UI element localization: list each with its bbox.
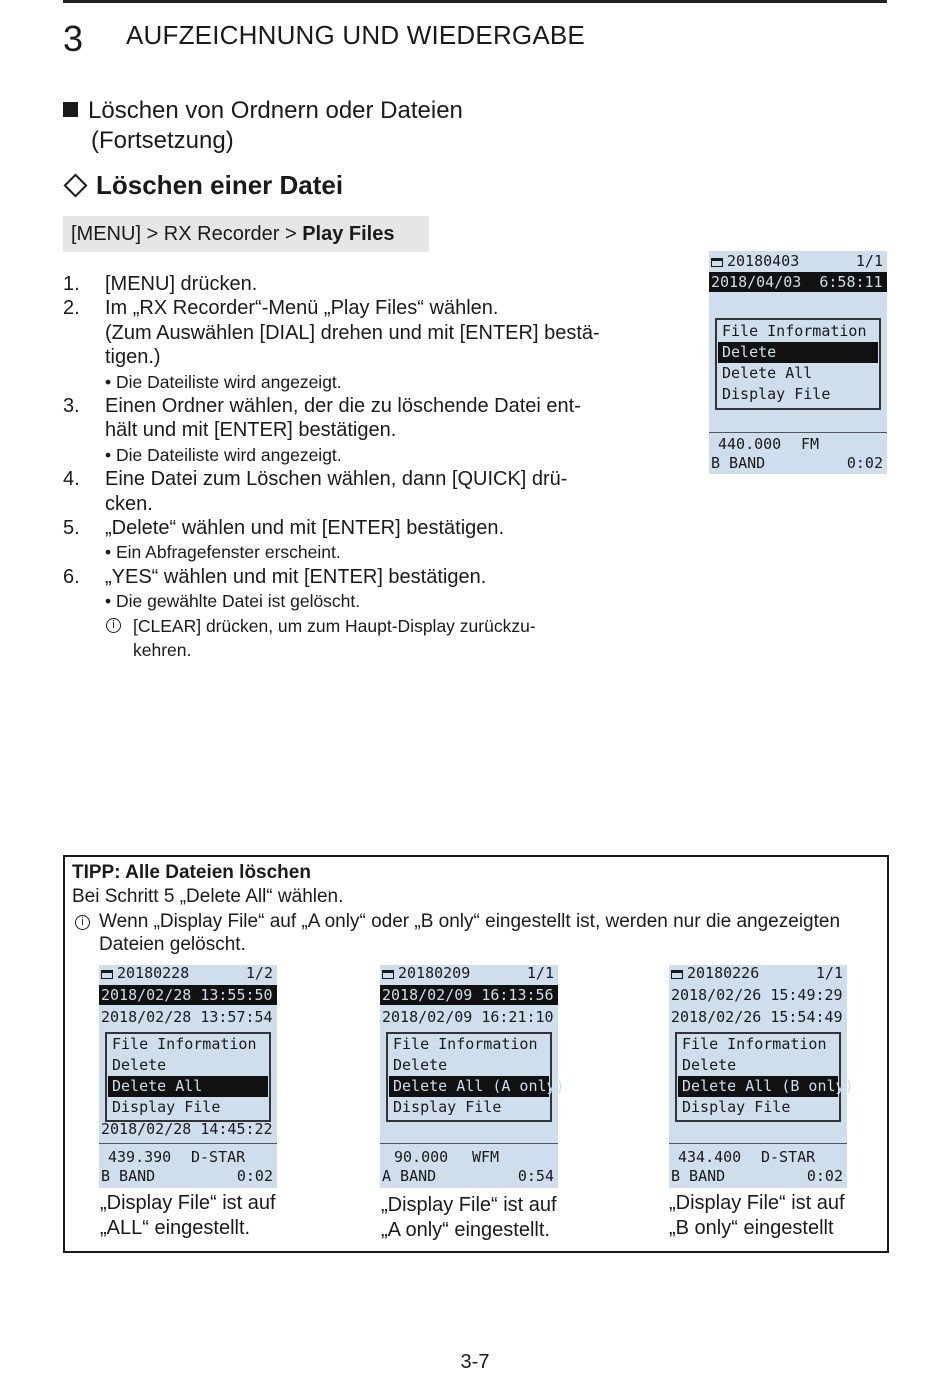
step-text: Eine Datei zum Löschen wählen, dann [QUICK] drü- — [105, 468, 568, 491]
info-text: kehren. — [133, 640, 192, 661]
lcd-quick-menu — [105, 1032, 271, 1122]
step-2 — [63, 296, 623, 320]
lcd-band-row — [669, 1166, 847, 1186]
lcd-folder-row — [380, 963, 558, 983]
step-bullet: • Ein Abfragefenster erscheint. — [105, 542, 341, 563]
step-text: „YES“ wählen und mit [ENTER] bestätigen. — [105, 565, 487, 588]
lcd-freq-row — [99, 1147, 277, 1167]
lcd-mode: WFM — [472, 1148, 500, 1166]
lcd-menu-item[interactable]: Display File — [722, 385, 831, 403]
page-number: 3-7 — [460, 1351, 490, 1373]
folder-icon — [671, 970, 683, 979]
step-4 — [63, 467, 623, 491]
step-text: cken. — [105, 492, 153, 515]
lcd-menu-item[interactable]: File Information — [393, 1035, 538, 1053]
section-title-line1: Löschen von Ordnern oder Dateien — [88, 97, 463, 124]
caption-a-only — [381, 1193, 557, 1243]
step-6-bullet — [63, 589, 623, 613]
step-4-cont — [63, 492, 623, 516]
subsection-title-text: Löschen einer Datei — [96, 170, 344, 200]
subsection-title — [63, 170, 343, 201]
folder-icon — [101, 970, 113, 979]
lcd-file-row: 2018/02/26 15:49:29 — [671, 986, 843, 1004]
lcd-page: 1/1 — [526, 964, 554, 982]
lcd-file-row: 2018/02/28 13:55:50 — [99, 985, 277, 1005]
caption-line: „Display File“ ist auf — [100, 1192, 276, 1214]
lcd-menu-item-selected[interactable]: Delete All (A only) — [389, 1076, 549, 1097]
diamond-icon — [63, 174, 87, 198]
lcd-mode: D-STAR — [191, 1148, 246, 1166]
square-bullet-icon — [63, 102, 78, 117]
step-text: [MENU] drücken. — [105, 273, 258, 295]
step-bullet: • Die gewählte Datei ist gelöscht. — [105, 591, 361, 612]
tip-info: Wenn „Display File“ auf „A only“ oder „B only“ eingestellt ist, werden nur die angezeigten Dateien gelöscht. — [99, 911, 841, 955]
lcd-file-row: 2018/02/09 16:21:10 — [382, 1008, 554, 1026]
info-icon: i — [75, 915, 90, 930]
lcd-quick-menu — [386, 1032, 565, 1122]
lcd-folder-name: 20180209 — [398, 964, 471, 982]
lcd-band: A BAND — [382, 1167, 437, 1185]
lcd-file-row: 2018/02/28 14:45:22 — [101, 1120, 273, 1138]
info-text: [CLEAR] drücken, um zum Haupt-Display zurückzu- — [133, 615, 536, 636]
step-number: 5. — [63, 517, 80, 540]
lcd-page: 1/2 — [245, 964, 273, 982]
chapter-title: AUFZEICHNUNG UND WIEDERGABE — [126, 20, 585, 50]
lcd-separator — [709, 432, 887, 433]
lcd-quick-menu — [675, 1032, 854, 1122]
lcd-menu-item-selected[interactable]: Delete All (B only) — [678, 1076, 838, 1097]
lcd-folder-row — [669, 963, 847, 983]
section-title-line2: (Fortsetzung) — [91, 127, 234, 154]
caption-all — [100, 1191, 276, 1241]
step-text: tigen.) — [105, 346, 161, 369]
lcd-screen-main — [709, 251, 887, 474]
step-6-info-cont — [63, 638, 623, 662]
lcd-menu-item[interactable]: Delete All — [722, 364, 813, 382]
lcd-file-row: 2018/02/09 16:13:56 — [380, 985, 558, 1005]
lcd-file-row: 2018/02/26 15:54:49 — [671, 1008, 843, 1026]
lcd-menu-item-selected[interactable]: Delete — [718, 342, 878, 363]
menu-path-target: Play Files — [302, 223, 395, 245]
lcd-freq-row — [380, 1147, 558, 1167]
step-3 — [63, 394, 623, 418]
step-number: 3. — [63, 395, 80, 418]
caption-line: „ALL“ eingestellt. — [100, 1217, 251, 1239]
step-bullet: • Die Dateiliste wird angezeigt. — [105, 444, 342, 465]
caption-line: „A only“ eingestellt. — [381, 1219, 550, 1241]
lcd-folder-name: 20180226 — [687, 964, 760, 982]
lcd-menu-item[interactable]: Delete — [682, 1056, 737, 1074]
step-bullet: • Die Dateiliste wird angezeigt. — [105, 371, 342, 392]
step-6 — [63, 565, 623, 589]
step-5-bullet — [63, 540, 623, 564]
lcd-menu-item[interactable]: File Information — [682, 1035, 827, 1053]
step-text: „Delete“ wählen und mit [ENTER] bestätigen. — [105, 517, 505, 540]
lcd-band: B BAND — [101, 1167, 156, 1185]
lcd-screen-all — [99, 965, 277, 1188]
step-2-cont — [63, 321, 623, 345]
folder-icon — [382, 970, 394, 979]
step-3-bullet — [63, 443, 623, 467]
step-1 — [63, 272, 623, 296]
folder-icon — [711, 258, 723, 267]
lcd-mode: D-STAR — [761, 1148, 816, 1166]
lcd-band: B BAND — [671, 1167, 726, 1185]
info-icon: i — [106, 618, 121, 633]
lcd-band-row — [709, 453, 887, 473]
lcd-frequency: 440.000 — [718, 435, 782, 453]
step-5 — [63, 516, 623, 540]
lcd-frequency: 90.000 — [394, 1148, 449, 1166]
lcd-menu-item[interactable]: Display File — [112, 1098, 221, 1116]
caption-line: „B only“ eingestellt — [669, 1217, 834, 1239]
step-text: Im „RX Recorder“-Menü „Play Files“ wählen. — [105, 297, 499, 320]
lcd-file-row: 2018/02/28 13:57:54 — [101, 1008, 273, 1026]
lcd-menu-item[interactable]: File Information — [112, 1035, 257, 1053]
lcd-folder-row — [709, 251, 887, 271]
lcd-time: 0:54 — [517, 1167, 554, 1185]
lcd-folder-row — [99, 963, 277, 983]
lcd-menu-item[interactable]: File Information — [722, 322, 867, 340]
lcd-menu-item[interactable]: Display File — [682, 1098, 791, 1116]
lcd-time: 0:02 — [806, 1167, 843, 1185]
lcd-freq-row — [709, 434, 887, 454]
lcd-time: 0:02 — [236, 1167, 273, 1185]
menu-path — [63, 216, 429, 252]
step-6-info — [63, 614, 623, 638]
lcd-menu-item[interactable]: Display File — [393, 1098, 502, 1116]
caption-line: „Display File“ ist auf — [381, 1194, 557, 1216]
step-number: 6. — [63, 565, 80, 588]
lcd-separator — [380, 1143, 558, 1144]
lcd-screen-a-only — [380, 964, 565, 1188]
lcd-frequency: 439.390 — [108, 1148, 172, 1166]
lcd-mode: FM — [801, 435, 820, 453]
lcd-menu-item[interactable]: Delete — [112, 1056, 167, 1074]
top-rule — [63, 0, 887, 3]
step-list — [63, 272, 623, 663]
lcd-band-row — [99, 1166, 277, 1186]
tip-title: TIPP: Alle Dateien löschen — [72, 862, 311, 883]
chapter-number: 3 — [63, 18, 84, 59]
lcd-folder-name: 20180228 — [117, 964, 190, 982]
lcd-frequency: 434.400 — [678, 1148, 742, 1166]
menu-path-prefix: [MENU] > RX Recorder > — [71, 223, 303, 245]
lcd-separator — [669, 1143, 847, 1144]
lcd-folder-name: 20180403 — [727, 252, 800, 270]
step-number: 2. — [63, 297, 80, 320]
lcd-freq-row — [669, 1147, 847, 1167]
step-text: (Zum Auswählen [DIAL] drehen und mit [ENTER] bestä- — [105, 321, 600, 344]
lcd-screen-b-only — [669, 964, 854, 1188]
lcd-page: 1/1 — [815, 964, 843, 982]
step-text: hält und mit [ENTER] bestätigen. — [105, 419, 397, 442]
lcd-band-row — [380, 1166, 558, 1186]
tip-text: Bei Schritt 5 „Delete All“ wählen. — [72, 886, 344, 907]
step-number: 4. — [63, 468, 80, 491]
step-3-cont — [63, 418, 623, 442]
section-title — [63, 96, 463, 126]
caption-line: „Display File“ ist auf — [669, 1192, 845, 1214]
lcd-menu-item[interactable]: Delete — [393, 1056, 448, 1074]
step-2-bullet — [63, 370, 623, 394]
lcd-band: B BAND — [711, 454, 766, 472]
step-text: Einen Ordner wählen, der die zu löschende Datei ent- — [105, 395, 581, 418]
lcd-page: 1/1 — [855, 252, 883, 270]
caption-b-only — [669, 1191, 845, 1241]
lcd-menu-item-selected[interactable]: Delete All — [108, 1076, 268, 1097]
lcd-time: 0:02 — [846, 454, 883, 472]
lcd-file-row: 2018/04/03 6:58:11 — [709, 272, 887, 292]
lcd-separator — [99, 1143, 277, 1144]
step-2-cont — [63, 345, 623, 369]
step-number: 1. — [63, 273, 80, 295]
lcd-quick-menu — [715, 318, 881, 410]
